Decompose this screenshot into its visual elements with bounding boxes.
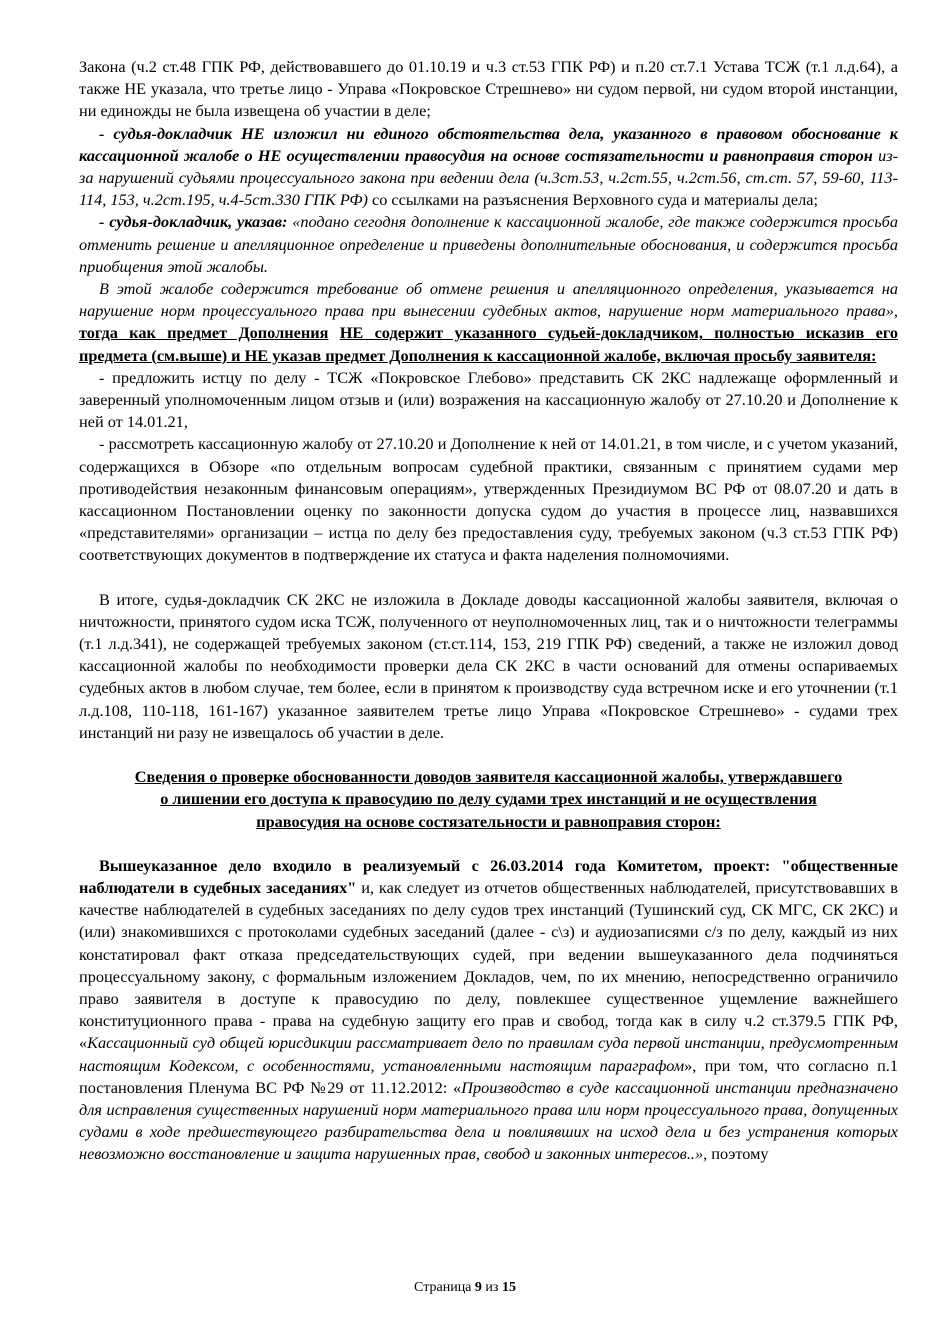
spacer	[79, 744, 898, 766]
paragraph-4	[79, 278, 898, 367]
paragraph-8-italic-2: Производство в суде кассационной инстанции предназначено для исправления существенных нарушений норм материального права или норм процессуального права, допущенных судами в ходе предшествующего разбирательства дела и повлиявших на исход дела и без устранения которых невозможно восстановление и защита нарушенных прав, свобод и законных интересов..»	[79, 1077, 898, 1164]
paragraph-2-lead: - судья-докладчик НЕ изложил ни единого обстоятельства дела, указанного в правовом обоснование к кассационной жалобе о НЕ осуществлении правосудия на основе состязательности и равноправия сторон	[79, 123, 898, 165]
paragraph-4-italic: В этой жалобе содержится требование об отмене решения и апелляционного определения, указывается на нарушение норм процессуального права при вынесении судебных актов, нарушение норм материального права»,	[79, 279, 898, 321]
footer-total-pages: 15	[501, 1280, 516, 1295]
paragraph-3	[79, 211, 898, 278]
paragraph-1: Закона (ч.2 ст.48 ГПК РФ, действовавшего до 01.10.19 и ч.3 ст.53 ГПК РФ) и п.20 ст.7.1 Устава ТСЖ (т.1 л.д.64), а также НЕ указала, что третье лицо - Управа «Покровское Стрешнево» ни судом первой, ни судом второй инстанции, ни единожды не была извещена об участии в деле;	[79, 57, 898, 121]
document-page	[79, 56, 898, 1166]
footer-page-number: 9	[474, 1280, 482, 1295]
paragraph-8-bold: Вышеуказанное дело входило в реализуемый с 26.03.2014 года Комитетом, проект: "общественные наблюдатели в судебных заседаниях"	[79, 855, 898, 897]
paragraph-2-italic: из-за нарушений судьями процессуального закона при ведении дела (ч.3ст.53, ч.2ст.55, ч.2ст.56, ст.ст. 57, 59-60, 113-114, 153, ч.2ст.195, ч.4-5ст.330 ГПК РФ)	[79, 145, 898, 210]
paragraph-8	[79, 855, 898, 1166]
section-heading-line-2: о лишении его доступа к правосудию по делу судами трех инстанций и не осуществления	[160, 789, 817, 809]
footer-middle: из	[481, 1280, 502, 1295]
section-heading-line-1: Сведения о проверке обоснованности доводов заявителя кассационной жалобы, утверждавшего	[134, 767, 843, 787]
paragraph-7: В итоге, судья-докладчик СК 2КС не изложила в Докладе доводы кассационной жалобы заявителя, включая о ничтожности, принятого судом иска ТСЖ, полученного от неуполномоченных лиц, так и о ничтожности телеграммы (т.1 л.д.341), не содержащей требуемых законом (ст.ст.114, 153, 219 ГПК РФ) сведений, а также не изложил довод кассационной жалобы по необходимости проверки дела СК 2КС в части оснований для отмены оспариваемых судебных актов в любом случае, тем более, если в принятом к производству суда встречном иске и его уточнении (т.1 л.д.108, 110-118, 161-167) указанное заявителем третье лицо Управа «Покровское Стрешнево» - судами трех инстанций ни разу не извещалось об участии в деле.	[79, 589, 898, 742]
paragraph-3-quote: «подано сегодня дополнение к кассационной жалобе, где также содержится просьба отменить решение и апелляционное определение и приведены дополнительные обоснования, и содержится просьба приобщения этой жалобы.	[79, 212, 898, 276]
paragraph-2-tail: со ссылками на разъяснения Верховного суда и материалы дела;	[367, 190, 818, 210]
spacer	[79, 567, 898, 589]
paragraph-8-text-1: и, как следует из отчетов общественных наблюдателей, присутствовавших в качестве наблюдателей в судебных заседаниях по делу судов трех инстанций (Тушинский суд, СК МГС, СК 2КС) и (или) знакомившихся с протоколами судебных заседаний (далее - с\з) и аудиозаписями с/з по делу, каждый из них констатировал факт отказа председательствующих судей, при ведении вышеуказанного дела подчиняться процессуальному закону, с формальным изложением Докладов, чем, по их мнению, непосредственно ограничило право заявителя в доступе к правосудию по делу, повлекшее существенное ущемление важнейшего конституционного права - права на судебную защиту его прав и свобод, тогда как в силу ч.2 ст.379.5 ГПК РФ, «	[79, 877, 898, 1053]
paragraph-4-bold-2: НЕ содержит указанного судьей-докладчиком, полностью исказив его предмета (см.выше) и НЕ указав предмет Дополнения к кассационной жалобе, включая просьбу заявителя:	[79, 323, 898, 365]
paragraph-4-bold-1: тогда как предмет Дополнения	[79, 323, 329, 343]
paragraph-3-lead: - судья-докладчик, указав:	[99, 212, 288, 232]
paragraph-5: - предложить истцу по делу - ТСЖ «Покровское Глебово» представить СК 2КС надлежаще оформленный и заверенный уполномоченным лицом отзыв и (или) возражения на кассационную жалобу от 27.10.20 и Дополнение к ней от 14.01.21,	[79, 367, 898, 432]
paragraph-8-text-3: , поэтому	[703, 1144, 769, 1164]
spacer	[79, 833, 898, 855]
paragraph-2	[79, 123, 898, 212]
footer-prefix: Страница	[414, 1280, 475, 1295]
paragraph-8-text-2: », при том, что согласно п.1 постановления Пленума ВС РФ №29 от 11.12.2012: «	[79, 1055, 899, 1097]
paragraph-6: - рассмотреть кассационную жалобу от 27.10.20 и Дополнение к ней от 14.01.21, в том числе, и с учетом указаний, содержащихся в Обзоре «по отдельным вопросам судебной практики, связанным с принятием судами мер противодействия незаконным финансовым операциям», утвержденных Президиумом ВС РФ от 08.07.20 и дать в кассационном Постановлении оценку по законности допуска судом до участия в процессе лиц, назвавшихся «представителями» организации – истца по делу без предоставления суду, требуемых законом (ч.3 ст.53 ГПК РФ) соответствующих документов в подтверждение их статуса и факта наделения полномочиями.	[79, 434, 898, 565]
section-heading-line-3: правосудия на основе состязательности и равноправия сторон:	[256, 811, 721, 831]
paragraph-8-italic-1: Кассационный суд общей юрисдикции рассматривает дело по правилам суда первой инстанции, предусмотренным настоящим Кодексом, с особенностями, установленными настоящим параграфом	[79, 1033, 898, 1075]
page-footer	[0, 1280, 930, 1296]
